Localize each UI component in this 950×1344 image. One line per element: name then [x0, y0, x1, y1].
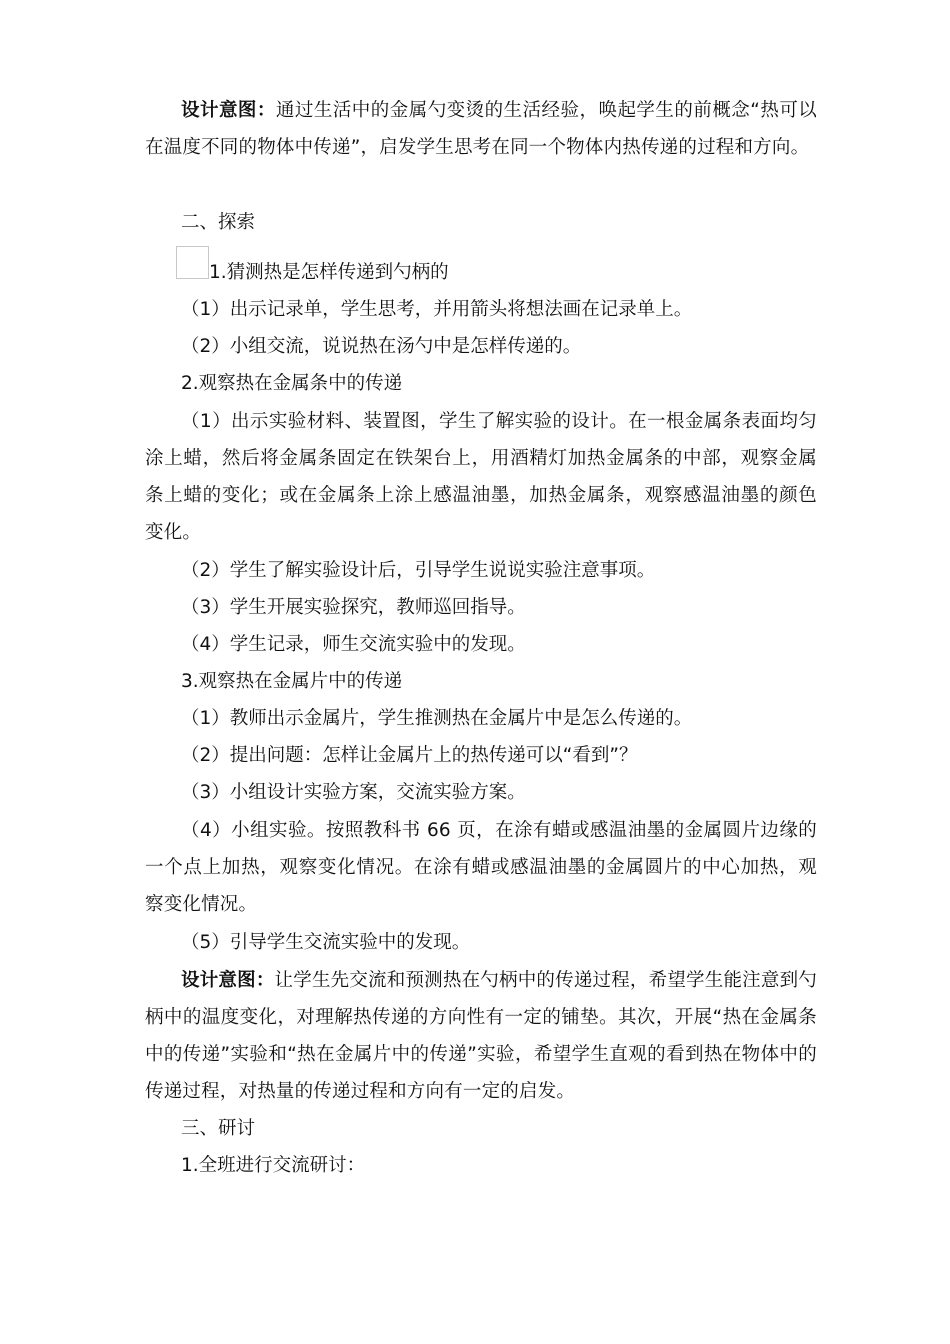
list-item: （1）教师出示金属片，学生推测热在金属片中是怎么传递的。	[181, 708, 693, 729]
list-item: （3）小组设计实验方案，交流实验方案。	[181, 782, 526, 803]
design-intent-label: 设计意图：	[181, 100, 276, 121]
section-heading-discuss: 三、研讨	[181, 1118, 256, 1139]
list-item: （2）学生了解实验设计后，引导学生说说实验注意事项。	[181, 560, 656, 581]
experiment-description-paragraph: （1）出示实验材料、装置图，学生了解实验的设计。在一根金属条表面均匀涂上蜡，然后将金属条固定在铁架台上，用酒精灯加热金属条的中部，观察金属条上蜡的变化；或在金属条上涂上感温油墨，加热金属条，观察感温油墨的颜色变化。	[145, 411, 817, 543]
list-item: （5）引导学生交流实验中的发现。	[181, 932, 471, 953]
design-intent-text: 让学生先交流和预测热在勺柄中的传递过程，希望学生能注意到勺柄中的温度变化，对理解热传递的方向性有一定的铺垫。其次，开展“热在金属条中的传递”实验和“热在金属片中的传递”实验，希望学生直观的看到热在物体中的传递过程，对热量的传递过程和方向有一定的启发。	[145, 970, 817, 1102]
design-intent-text: 通过生活中的金属勺变烫的生活经验，唤起学生的前概念“热可以在温度不同的物体中传递”，启发学生思考在同一个物体内热传递的过程和方向。	[145, 100, 817, 158]
design-intent-paragraph-2	[145, 962, 817, 1110]
subheading-class-discussion: 1.全班进行交流研讨：	[181, 1155, 366, 1176]
image-placeholder-box	[176, 246, 209, 279]
subheading-metal-strip: 2.观察热在金属条中的传递	[181, 373, 403, 394]
list-item: （4）学生记录，师生交流实验中的发现。	[181, 634, 526, 655]
design-intent-label: 设计意图：	[181, 970, 275, 991]
list-item: （3）学生开展实验探究，教师巡回指导。	[181, 597, 526, 618]
list-item: （2）提出问题：怎样让金属片上的热传递可以“看到”？	[181, 745, 638, 766]
subheading-guess: 1.猜测热是怎样传递到勺柄的	[209, 262, 449, 283]
section-heading-explore: 二、探索	[181, 212, 256, 233]
group-experiment-paragraph: （4）小组实验。按照教科书 66 页，在涂有蜡或感温油墨的金属圆片边缘的一个点上加热，观察变化情况。在涂有蜡或感温油墨的金属圆片的中心加热，观察变化情况。	[145, 820, 817, 915]
list-item: （2）小组交流，说说热在汤勺中是怎样传递的。	[181, 336, 582, 357]
list-item: （1）出示记录单，学生思考，并用箭头将想法画在记录单上。	[181, 299, 693, 320]
subheading-metal-sheet: 3.观察热在金属片中的传递	[181, 671, 403, 692]
design-intent-paragraph-1	[145, 92, 817, 166]
